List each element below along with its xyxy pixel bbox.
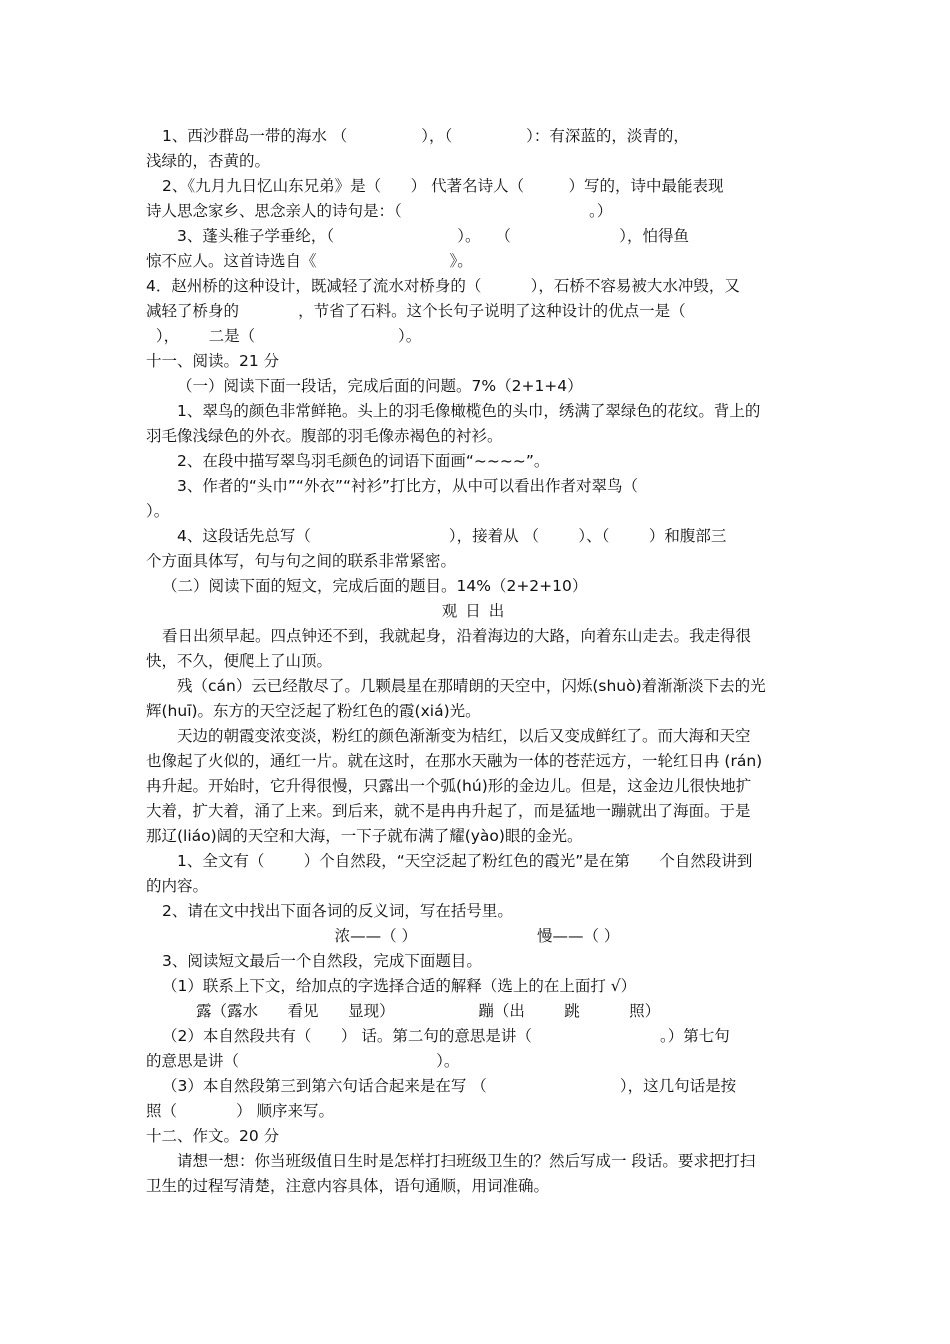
exam-page xyxy=(146,124,808,1199)
fill-q1-line2: 浅绿的，杏黄的。 xyxy=(146,152,271,170)
reading-part1-q3-line1: 3、作者的“头巾”“外衣”“衬衫”打比方，从中可以看出作者对翠鸟（ xyxy=(177,477,639,495)
reading-part2-q1-line1: 1、全文有（ ）个自然段，“天空泛起了粉红色的霞光”是在第 个自然段讲到 xyxy=(177,852,753,870)
composition-prompt-line2: 卫生的过程写清楚，注意内容具体，语句通顺，用词准确。 xyxy=(146,1177,550,1195)
article-para3-line2: 也像起了火似的，通红一片。就在这时，在那水天融为一体的苍茫远方，一轮红日冉 (rán) xyxy=(146,752,763,770)
reading-part2-q1-line2: 的内容。 xyxy=(146,877,209,895)
article-title: 观日出 xyxy=(441,602,513,620)
reading-part1-instruction: （一）阅读下面一段话，完成后面的问题。7%（2+1+4） xyxy=(177,377,583,395)
article-para2-line2: 辉(huī)。东方的天空泛起了粉红色的霞(xiá)光。 xyxy=(146,702,481,720)
article-para3-line3: 冉升起。开始时，它升得很慢，只露出一个弧(hú)形的金边儿。但是，这金边儿很快地扩 xyxy=(146,777,752,795)
reading-part2-q3-2-line2: 的意思是讲（ ）。 xyxy=(146,1052,460,1070)
reading-part1-q3-line2: ）。 xyxy=(146,502,170,520)
article-para2-line1: 残（cán）云已经散尽了。几颗晨星在那晴朗的天空中，闪烁(shuò)着渐渐淡下去的光 xyxy=(177,677,766,695)
fill-q4-line1: 4．赵州桥的这种设计，既减轻了流水对桥身的（ ），石桥不容易被大水冲毁，又 xyxy=(146,277,740,295)
article-para3-line4: 大着，扩大着，涌了上来。到后来，就不是冉冉升起了，而是猛地一蹦就出了海面。于是 xyxy=(146,802,751,820)
article-para3-line1: 天边的朝霞变浓变淡，粉红的颜色渐渐变为桔红，以后又变成鲜红了。而大海和天空 xyxy=(177,727,751,745)
reading-part2-q3: 3、阅读短文最后一个自然段，完成下面题目。 xyxy=(162,952,482,970)
reading-part2-q2: 2、请在文中找出下面各词的反义词，写在括号里。 xyxy=(162,902,513,920)
reading-part2-q3-3-line2: 照（ ） 顺序来写。 xyxy=(146,1102,335,1120)
fill-q1-line1: 1、西沙群岛一带的海水 （ ），（ ）：有深蓝的，淡青的， xyxy=(162,127,689,145)
composition-prompt-line1: 请想一想：你当班级值日生时是怎样打扫班级卫生的？然后写成一 段话。要求把打扫 xyxy=(177,1152,756,1170)
reading-part2-q3-1-choices: 露（露水 看见 显现） 蹦（出 跳 照） xyxy=(196,1002,661,1020)
fill-q2-line1: 2、《九月九日忆山东兄弟》是（ ） 代著名诗人（ ）写的，诗中最能表现 xyxy=(162,177,724,195)
reading-part2-q3-1: （1）联系上下文，给加点的字选择合适的解释（选上的在上面打 √） xyxy=(162,977,637,995)
antonym-2: 慢——（ ） xyxy=(537,927,620,945)
fill-q4-line2: 减轻了桥身的 ，节省了石料。这个长句子说明了这种设计的优点一是（ xyxy=(146,302,686,320)
reading-section-title: 十一、阅读。21 分 xyxy=(146,352,280,370)
article-para1-line1: 看日出须早起。四点钟还不到，我就起身，沿着海边的大路，向着东山走去。我走得很 xyxy=(162,627,752,645)
fill-q3-line2: 惊不应人。这首诗选自《 》。 xyxy=(146,252,473,270)
fill-q2-line2: 诗人思念家乡、思念亲人的诗句是：（ 。） xyxy=(146,202,613,220)
fill-q4-line3: ）， 二是（ ）。 xyxy=(146,327,422,345)
fill-q3-line1: 3、蓬头稚子学垂纶，（ ）。 （ ），怕得鱼 xyxy=(177,227,689,245)
reading-part1-q4-line1: 4、这段话先总写（ ），接着从 （ ）、（ ）和腹部三 xyxy=(177,527,727,545)
article-para3-line5: 那辽(liáo)阔的天空和大海，一下子就布满了耀(yào)眼的金光。 xyxy=(146,827,583,845)
antonym-1: 浓——（ ） xyxy=(334,927,417,945)
reading-part2-instruction: （二）阅读下面的短文，完成后面的题目。14%（2+2+10） xyxy=(162,577,588,595)
reading-part1-q4-line2: 个方面具体写，句与句之间的联系非常紧密。 xyxy=(146,552,457,570)
reading-part2-q3-2-line1: （2）本自然段共有（ ） 话。第二句的意思是讲（ 。）第七句 xyxy=(162,1027,730,1045)
reading-part1-q2: 2、在段中描写翠鸟羽毛颜色的词语下面画“~~~~”。 xyxy=(177,452,550,470)
reading-part1-passage-line2: 羽毛像浅绿色的外衣。腹部的羽毛像赤褐色的衬衫。 xyxy=(146,427,503,445)
reading-part2-q3-3-line1: （3）本自然段第三到第六句话合起来是在写 （ ），这几句话是按 xyxy=(162,1077,737,1095)
article-para1-line2: 快，不久，便爬上了山顶。 xyxy=(146,652,333,670)
reading-part1-passage-line1: 1、翠鸟的颜色非常鲜艳。头上的羽毛像橄榄色的头巾，绣满了翠绿色的花纹。背上的 xyxy=(177,402,761,420)
antonym-row xyxy=(146,924,808,949)
composition-section-title: 十二、作文。20 分 xyxy=(146,1127,280,1145)
